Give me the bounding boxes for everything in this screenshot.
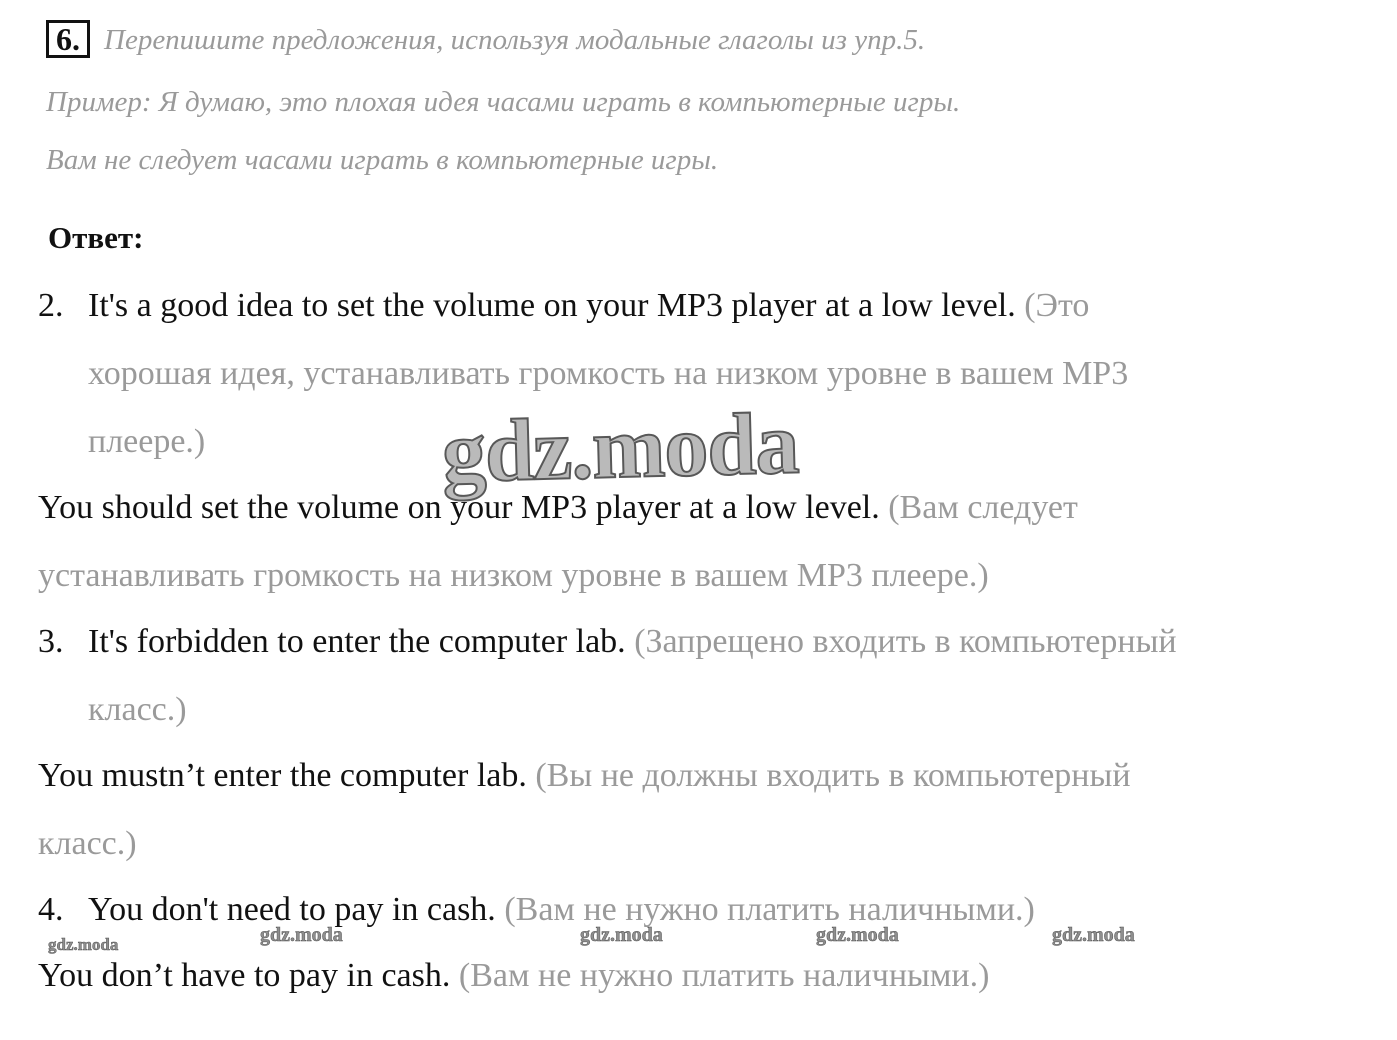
answer-2-number: 2. xyxy=(38,287,64,324)
task-number: 6. xyxy=(46,20,90,58)
answer-4-original-en: You don't need to pay in cash. xyxy=(88,891,496,928)
answer-3-rewritten xyxy=(38,756,1131,796)
answer-3-original-ru-2: класс.) xyxy=(88,691,187,728)
watermark-small-2: gdz.moda xyxy=(260,924,343,946)
answer-4-original-ru-1: (Вам не нужно платить наличными.) xyxy=(504,891,1035,928)
answer-2-original-en: It's a good idea to set the volume on your MP3 player at a low level. xyxy=(88,287,1016,324)
watermark-small-4: gdz.moda xyxy=(816,924,899,946)
answer-3-rewritten-ru-2: класс.) xyxy=(38,825,137,862)
answer-2-rewritten-ru-1: (Вам следует xyxy=(888,489,1078,526)
answer-2-original-ru-3: плеере.) xyxy=(88,423,206,460)
answer-3-rewritten-en: You mustn’t enter the computer lab. xyxy=(38,757,527,794)
answer-3-rewritten-ru-1: (Вы не должны входить в компьютерный xyxy=(535,757,1131,794)
task-example-line-2: Вам не следует часами играть в компьютерные игры. xyxy=(46,144,719,176)
answer-2-rewritten-en: You should set the volume on your MP3 player at a low level. xyxy=(38,489,880,526)
answer-4-rewritten-en: You don’t have to pay in cash. xyxy=(38,957,451,994)
watermark-small-1: gdz.moda xyxy=(48,935,119,954)
watermark-small-5: gdz.moda xyxy=(1052,924,1135,946)
task-example-line-1: Пример: Я думаю, это плохая идея часами играть в компьютерные игры. xyxy=(46,86,961,118)
answer-2-original xyxy=(38,286,1089,326)
answer-2-rewritten-ru-2: устанавливать громкость на низком уровне в вашем MP3 плеере.) xyxy=(38,557,989,594)
answer-3-original-en: It's forbidden to enter the computer lab. xyxy=(88,623,626,660)
watermark-main: gdz.moda xyxy=(440,395,800,502)
task-instruction: Перепишите предложения, используя модальные глаголы из упр.5. xyxy=(104,24,926,56)
answer-3-number: 3. xyxy=(38,623,64,660)
watermark-small-3: gdz.moda xyxy=(580,924,663,946)
answer-2-original-ru-1: (Это xyxy=(1024,287,1090,324)
answer-2-original-ru-2: хорошая идея, устанавливать громкость на низком уровне в вашем MP3 xyxy=(88,355,1129,392)
answer-3-original-ru-1: (Запрещено входить в компьютерный xyxy=(634,623,1177,660)
answer-4-rewritten xyxy=(38,956,989,996)
answer-4-number: 4. xyxy=(38,891,64,928)
answer-3-original xyxy=(38,622,1177,662)
answer-4-rewritten-ru-1: (Вам не нужно платить наличными.) xyxy=(458,957,990,994)
answer-label: Ответ: xyxy=(48,220,144,255)
